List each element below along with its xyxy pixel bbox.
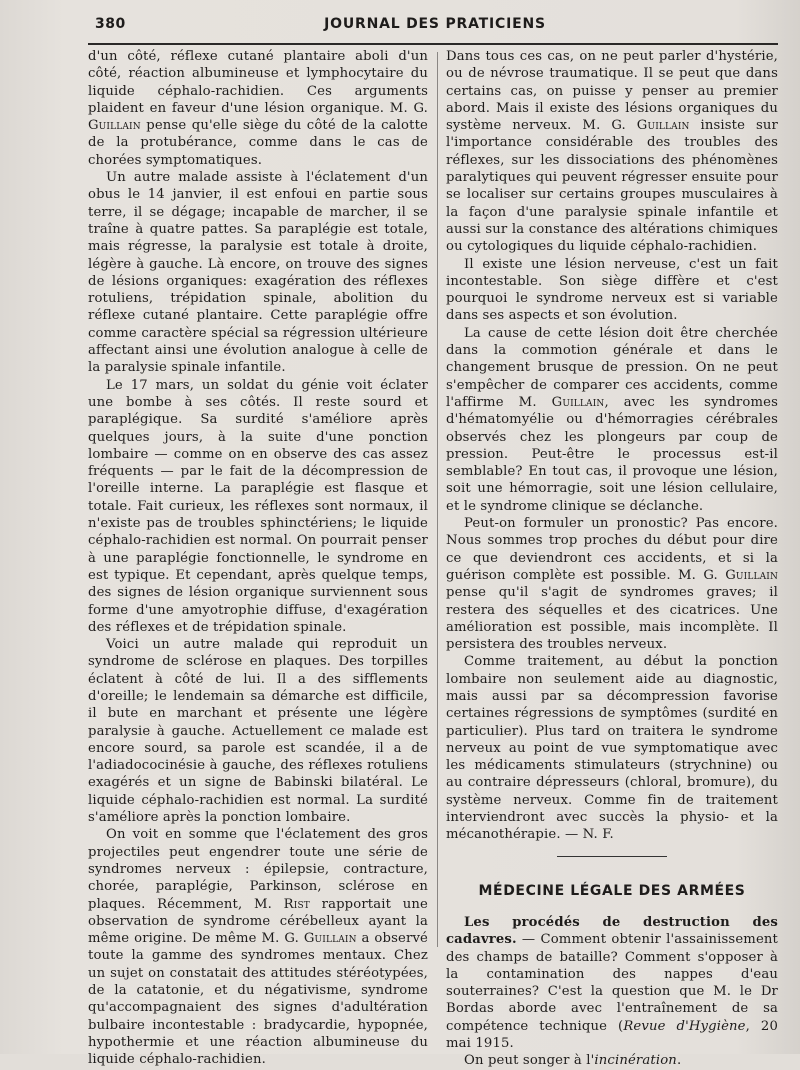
- author-name: Guillain: [636, 118, 690, 134]
- author-name: Guillain: [88, 118, 141, 134]
- text-run: .: [676, 1053, 682, 1069]
- paragraph: [88, 826, 428, 1068]
- text-run: On peut songer à l': [464, 1053, 595, 1069]
- author-name: Guillain: [725, 567, 778, 583]
- column-divider: [437, 52, 438, 947]
- author-name: Guillain: [551, 394, 605, 410]
- article-title: Les procédés de destruction des cadavres.: [446, 914, 778, 948]
- text-run: insiste sur l'importance considérable des troubles des réflexes, sur les dissociations des phénomènes paralytiques qui peuvent régresser ensuite pour se localiser sur certains groupes musculaires à la façon d'une paralysie spinale infantile et aussi sur la constance des altérations chimiques ou cytologiques du liquide céphalo-rachidien.: [446, 118, 778, 255]
- text-run: — Comment obtenir l'assainissement des champs de bataille? Comment s'opposer à la contamination des nappes d'eau souterraines? C'est la question que M. le Dr Bordas aborde avec l'entraînement de sa compétence technique (: [446, 932, 778, 1034]
- paragraph: Il existe une lésion nerveuse, c'est un fait incontestable. Son siège diffère et c'est pourquoi le syndrome nerveux est si variable dans ses aspects et son évolution.: [446, 256, 778, 324]
- text-run: pense qu'elle siège du côté de la calotte de la protubérance, comme dans le cas de chorées symptomatiques.: [88, 118, 428, 168]
- journal-title: JOURNAL DES PRATICIENS: [324, 16, 546, 32]
- paragraph: Un autre malade assiste à l'éclatement d'un obus le 14 janvier, il est enfoui en partie sous terre, il se dégage; incapable de marcher, il se traîne à quatre pattes. Sa paraplégie est totale, mais régresse, la paralysie est totale à droite, légère à gauche. Là encore, on trouve des signes de lésions organiques: exagération des réflexes rotuliens, trépidation spinale, abolition du réflexe cutané plantaire. Cette paraplégie offre comme caractère spécial sa régression ultérieure affectant ainsi une évolution analogue à celle de la paralysie spinale infantile.: [88, 170, 428, 376]
- text-run: On voit en somme que l'éclatement des gros projectiles peut engendrer toute une série de syndromes nerveux : épilepsie, contracture, chorée, paraplégie, Parkinson, sclérose en plaques. Récemment, M.: [88, 827, 428, 912]
- paragraph: Le 17 mars, un soldat du génie voit éclater une bombe à ses côtés. Il reste sourd et paraplégique. Sa surdité s'améliore après quelques jours, à la suite d'une ponction lombaire — comme on en observe des cas assez fréquents — par le fait de la décompression de l'oreille interne. La paraplégie est flasque et totale. Fait curieux, les réflexes sont normaux, il n'existe pas de troubles sphinctériens; le liquide céphalo-rachidien est normal. On pourrait penser à une paraplégie fonctionnelle, le syndrome en est typique. Et cependant, après quelque temps, des signes de lésion organique surviennent sous forme d'une amyotrophie diffuse, d'exagération des réflexes et de trépidation spinale.: [88, 377, 428, 635]
- right-column: [446, 48, 778, 1070]
- paragraph: [446, 1052, 778, 1069]
- text-run: , avec les syndromes d'hématomyélie ou d'hémorragies cérébrales observés chez les plongeurs par coup de pression. Peut-être le processus est-il semblable? En tout cas, il provoque une lésion, soit une hémorragie, soit une lésion cellulaire, et le syndrome clinique se déclanche.: [446, 394, 778, 514]
- paragraph: [446, 48, 778, 256]
- paragraph: [88, 48, 428, 169]
- text-run: La cause de cette lésion doit être cherchée dans la commotion générale et dans le changement brusque de pression. On ne peut s'empêcher de comparer ces accidents, comme l'affirme M.: [446, 325, 778, 410]
- text-run: , 20 mai 1915.: [446, 1018, 779, 1052]
- citation: Revue d'Hygiène: [623, 1018, 746, 1034]
- paragraph: [446, 515, 778, 653]
- paragraph: [446, 325, 778, 515]
- paragraph: [446, 914, 778, 1052]
- header-rule: [88, 43, 778, 45]
- author-name: Guillain: [303, 931, 357, 947]
- page-header: [95, 16, 775, 40]
- text-run: a observé toute la gamme des syndromes mentaux. Chez un sujet on constatait des attitudes stéréotypées, de la catatonie, et du négativisme, syndrome qu'accompagnaient des signes d'adultération bulbaire incontestable : bradycardie, hypopnée, hypothermie et une réaction albumineuse du liquide céphalo-rachidien.: [88, 931, 428, 1068]
- text-run: Dans tous ces cas, on ne peut parler d'hystérie, ou de névrose traumatique. Il se peut que dans certains cas, on puisse y penser au premier abord. Mais il existe des lésions organiques du système nerveux. M. G.: [446, 49, 778, 134]
- paragraph: Voici un autre malade qui reproduit un syndrome de sclérose en plaques. Des torpilles éclatent à côté de lui. Il a des sifflements d'oreille; le lendemain sa démarche est difficile, il bute en marchant et présente une légère paralysie à gauche. Actuellement ce malade est encore sourd, sa parole est scandée, il a de l'adiadococinésie à gauche, des réflexes rotuliens exagérés et un signe de Babinski bilatéral. Le liquide céphalo-rachidien est normal. La surdité s'améliore après la ponction lombaire.: [88, 637, 428, 826]
- section-heading: MÉDECINE LÉGALE DES ARMÉES: [478, 882, 746, 899]
- page-number: 380: [95, 16, 126, 32]
- author-name: Rist: [283, 896, 310, 912]
- text-run: pense qu'il s'agit de syndromes graves; il restera des séquelles et des cicatrices. Une amélioration est possible, mais incomplète. Il persistera des troubles nerveux.: [446, 585, 778, 653]
- text-run: Peut-on formuler un pronostic? Pas encore. Nous sommes trop proches du début pour dire ce que deviendront ces accidents, et si la guérison complète est possible. M. G.: [446, 516, 778, 583]
- text-run: rapportait une observation de syndrome cérébelleux ayant la même origine. De même M. G.: [88, 896, 428, 947]
- text-run: d'un côté, réflexe cutané plantaire aboli d'un côté, réaction albumineuse et lymphocytaire du liquide céphalo-rachidien. Ces arguments plaident en faveur d'une lésion organique. M. G.: [88, 49, 428, 116]
- paragraph: Comme traitement, au début la ponction lombaire non seulement aide au diagnostic, mais aussi par sa décompression favorise certaines régressions de symptômes (surdité en particulier). Plus tard on traitera le syndrome nerveux au point de vue symptomatique avec les médicaments stimulateurs (strychnine) ou au contraire dépresseurs (chloral, bromure), du système nerveux. Comme fin de traitement interviendront avec succès la physio- et la mécanothérapie. — N. F.: [446, 654, 778, 843]
- article-end-rule: [557, 856, 667, 857]
- emphasis: incinération: [594, 1053, 677, 1069]
- left-column: [88, 48, 428, 1069]
